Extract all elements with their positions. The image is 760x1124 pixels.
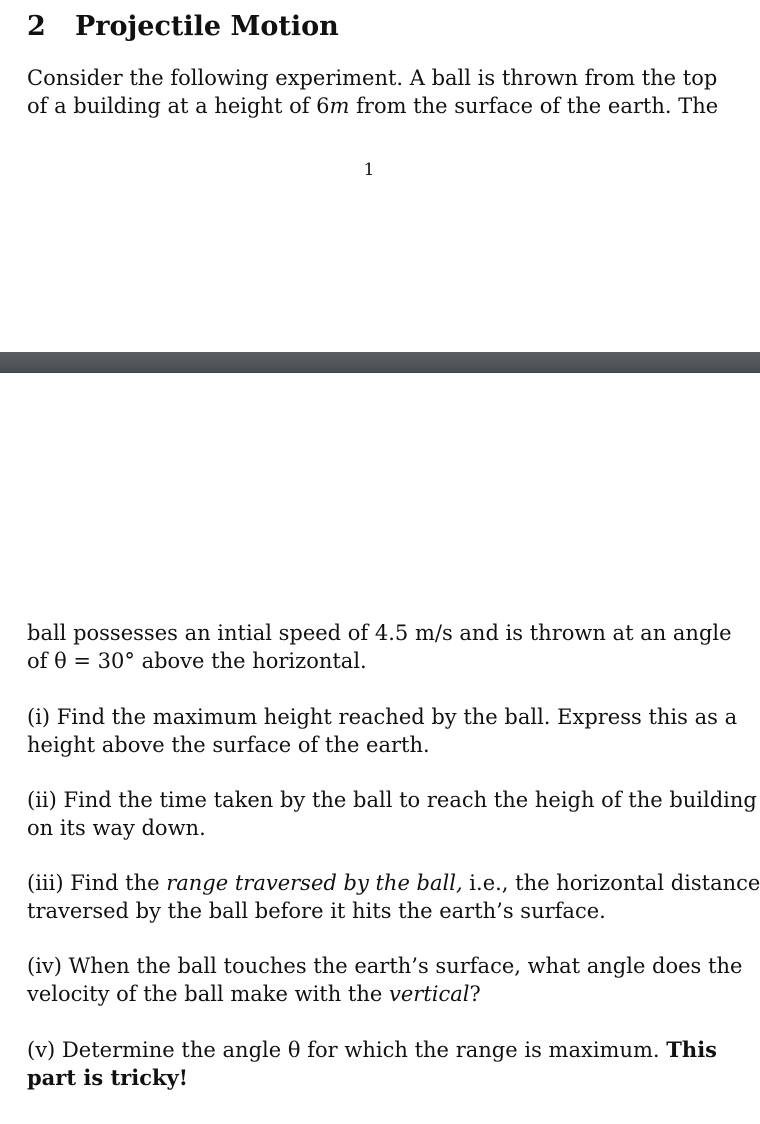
page-divider [0,352,760,373]
question-5-bold-1: This [666,1037,717,1062]
question-2-line-2: on its way down. [27,816,206,840]
page-top [0,0,760,352]
section-heading [27,10,339,44]
question-3-line-1 [27,869,760,897]
continuation-line-1: ball possesses an intial speed of 4.5 m/s and is thrown at an angle [27,621,732,645]
question-3-line-1-start: (iii) Find the [27,871,167,895]
question-4-line-2-end: ? [469,982,481,1006]
page-bottom [0,373,760,1124]
continuation-paragraph [27,619,732,675]
question-3 [27,869,760,925]
question-4 [27,952,743,1008]
section-number: 2 [27,11,46,42]
question-5-line-1-start: (v) Determine the angle θ for which the range is maximum. [27,1038,667,1062]
section-title: Projectile Motion [75,11,339,42]
question-3-emphasis: range traversed by the ball, [166,871,463,895]
question-4-line-1: (iv) When the ball touches the earth’s surface, what angle does the [27,954,743,978]
continuation-line-2: of θ = 30° above the horizontal. [27,649,367,673]
question-4-line-2 [27,980,717,1008]
question-3-line-2: traversed by the ball before it hits the earth’s surface. [27,899,606,923]
question-1-line-1: (i) Find the maximum height reached by the ball. Express this as a [27,705,738,729]
question-4-line-2-start: velocity of the ball make with the [27,982,389,1006]
question-3-line-1-end: i.e., the horizontal distance [462,871,760,895]
intro-paragraph [27,64,717,120]
question-5-line-1 [27,1036,717,1064]
intro-line-1: Consider the following experiment. A ball is thrown from the top [27,66,718,90]
intro-line-2-start: of a building at a height of 6 [27,94,330,118]
intro-unit-variable: m [329,94,350,118]
question-4-emphasis: vertical [389,982,470,1006]
question-2 [27,786,757,842]
intro-line-2 [27,92,717,120]
question-5 [27,1036,717,1092]
intro-line-2-end: from the surface of the earth. The [349,94,719,118]
question-1-line-2: height above the surface of the earth. [27,733,430,757]
question-2-line-1: (ii) Find the time taken by the ball to reach the heigh of the building [27,788,757,812]
page-number: 1 [363,160,375,180]
question-1 [27,703,738,759]
question-5-bold-2: part is tricky! [27,1065,188,1090]
